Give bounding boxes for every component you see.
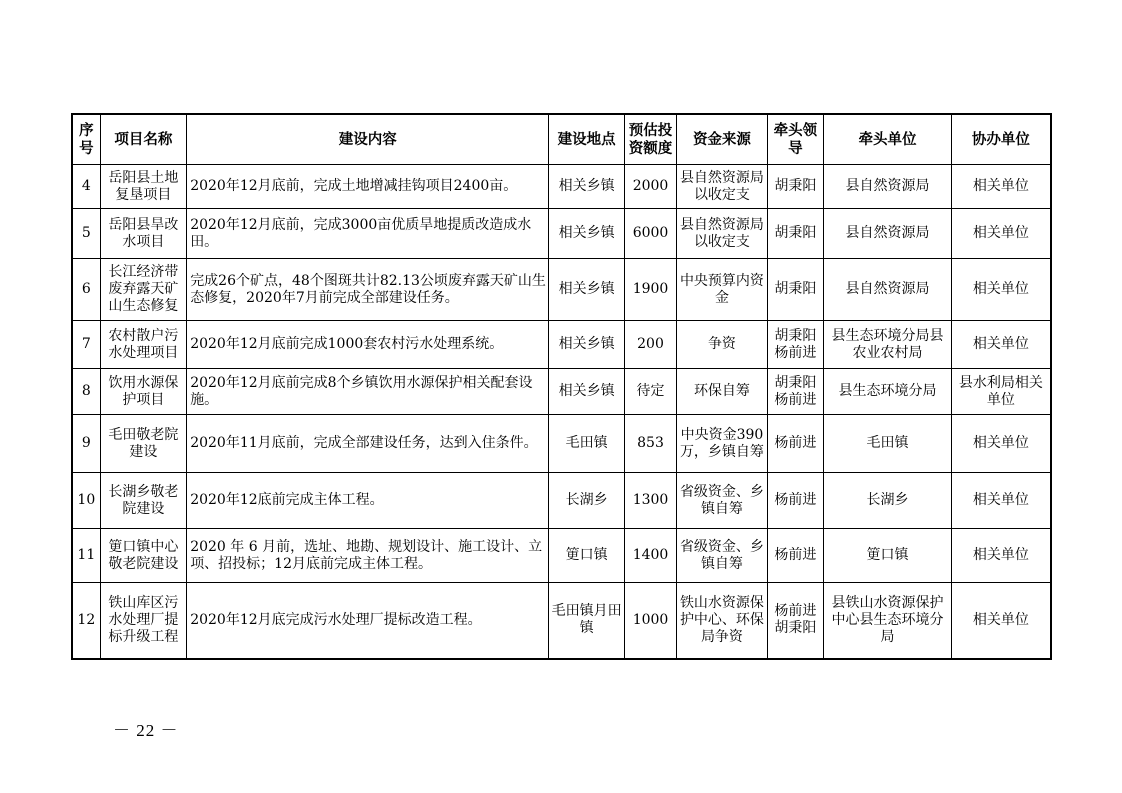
cell-lead-unit: 县生态环境分局: [824, 369, 952, 415]
cell-content: 2020 年 6 月前，选址、地勘、规划设计、施工设计、立项、招投标；12月底前完成主体工程。: [187, 529, 549, 583]
cell-location: 毛田镇: [549, 415, 624, 473]
cell-investment: 853: [624, 415, 676, 473]
cell-name: 农村散户污水处理项目: [100, 321, 187, 369]
cell-leader: 杨前进: [767, 529, 823, 583]
cell-lead-unit: 筻口镇: [824, 529, 952, 583]
cell-assist-unit: 相关单位: [951, 321, 1051, 369]
cell-lead-unit: 县自然资源局: [824, 209, 952, 259]
cell-lead-unit: 县自然资源局: [824, 259, 952, 321]
cell-lead-unit: 长湖乡: [824, 473, 952, 529]
cell-leader: 杨前进: [767, 415, 823, 473]
cell-investment: 1900: [624, 259, 676, 321]
cell-seq: 12: [72, 583, 100, 659]
cell-content: 2020年12月底前完成8个乡镇饮用水源保护相关配套设施。: [187, 369, 549, 415]
cell-assist-unit: 相关单位: [951, 473, 1051, 529]
cell-content: 2020年12月底完成污水处理厂提标改造工程。: [187, 583, 549, 659]
cell-investment: 1000: [624, 583, 676, 659]
cell-name: 长湖乡敬老院建设: [100, 473, 187, 529]
table-row: [72, 529, 1051, 583]
header-funding: 资金来源: [677, 114, 768, 165]
cell-assist-unit: 相关单位: [951, 209, 1051, 259]
cell-seq: 6: [72, 259, 100, 321]
cell-lead-unit: 毛田镇: [824, 415, 952, 473]
cell-location: 相关乡镇: [549, 321, 624, 369]
header-lead-unit: 牵头单位: [824, 114, 952, 165]
cell-assist-unit: 相关单位: [951, 583, 1051, 659]
cell-seq: 4: [72, 165, 100, 209]
header-investment: 预估投资额度: [624, 114, 676, 165]
table-row: [72, 473, 1051, 529]
cell-lead-unit: 县自然资源局: [824, 165, 952, 209]
table-row: [72, 321, 1051, 369]
cell-content: 2020年12月底前完成1000套农村污水处理系统。: [187, 321, 549, 369]
cell-name: 毛田敬老院建设: [100, 415, 187, 473]
cell-name: 长江经济带废弃露天矿山生态修复: [100, 259, 187, 321]
cell-location: 筻口镇: [549, 529, 624, 583]
cell-seq: 10: [72, 473, 100, 529]
table-row: [72, 259, 1051, 321]
cell-assist-unit: 相关单位: [951, 529, 1051, 583]
cell-seq: 5: [72, 209, 100, 259]
cell-assist-unit: 相关单位: [951, 415, 1051, 473]
cell-content: 2020年11月底前，完成全部建设任务，达到入住条件。: [187, 415, 549, 473]
cell-name: 饮用水源保护项目: [100, 369, 187, 415]
cell-location: 长湖乡: [549, 473, 624, 529]
cell-funding: 省级资金、乡镇自筹: [677, 529, 768, 583]
cell-content: 2020年12底前完成主体工程。: [187, 473, 549, 529]
cell-lead-unit: 县生态环境分局县农业农村局: [824, 321, 952, 369]
cell-funding: 争资: [677, 321, 768, 369]
cell-funding: 省级资金、乡镇自筹: [677, 473, 768, 529]
cell-leader: 胡秉阳杨前进: [767, 321, 823, 369]
cell-investment: 1400: [624, 529, 676, 583]
cell-leader: 胡秉阳: [767, 165, 823, 209]
cell-funding: 县自然资源局以收定支: [677, 209, 768, 259]
table-row: [72, 369, 1051, 415]
header-leader: 牵头领导: [767, 114, 823, 165]
header-assist-unit: 协办单位: [951, 114, 1051, 165]
cell-assist-unit: 相关单位: [951, 259, 1051, 321]
cell-assist-unit: 相关单位: [951, 165, 1051, 209]
cell-name: 铁山库区污水处理厂提标升级工程: [100, 583, 187, 659]
cell-investment: 待定: [624, 369, 676, 415]
cell-investment: 2000: [624, 165, 676, 209]
cell-content: 2020年12月底前，完成3000亩优质旱地提质改造成水田。: [187, 209, 549, 259]
cell-seq: 11: [72, 529, 100, 583]
cell-location: 相关乡镇: [549, 259, 624, 321]
cell-location: 相关乡镇: [549, 165, 624, 209]
cell-leader: 胡秉阳杨前进: [767, 369, 823, 415]
header-name: 项目名称: [100, 114, 187, 165]
cell-investment: 1300: [624, 473, 676, 529]
table-row: [72, 415, 1051, 473]
cell-name: 岳阳县旱改水项目: [100, 209, 187, 259]
cell-seq: 9: [72, 415, 100, 473]
cell-location: 毛田镇月田镇: [549, 583, 624, 659]
cell-leader: 杨前进胡秉阳: [767, 583, 823, 659]
header-row: [72, 114, 1051, 165]
cell-leader: 胡秉阳: [767, 209, 823, 259]
cell-location: 相关乡镇: [549, 369, 624, 415]
cell-name: 筻口镇中心敬老院建设: [100, 529, 187, 583]
cell-funding: 县自然资源局以收定支: [677, 165, 768, 209]
cell-funding: 环保自筹: [677, 369, 768, 415]
cell-funding: 中央资金390万，乡镇自筹: [677, 415, 768, 473]
cell-name: 岳阳县土地复垦项目: [100, 165, 187, 209]
cell-seq: 7: [72, 321, 100, 369]
cell-content: 完成26个矿点，48个图斑共计82.13公顷废弃露天矿山生态修复，2020年7月前完成全部建设任务。: [187, 259, 549, 321]
table-row: [72, 165, 1051, 209]
cell-leader: 杨前进: [767, 473, 823, 529]
table-row: [72, 209, 1051, 259]
cell-funding: 中央预算内资金: [677, 259, 768, 321]
header-content: 建设内容: [187, 114, 549, 165]
cell-investment: 6000: [624, 209, 676, 259]
cell-location: 相关乡镇: [549, 209, 624, 259]
cell-lead-unit: 县铁山水资源保护中心县生态环境分局: [824, 583, 952, 659]
cell-seq: 8: [72, 369, 100, 415]
header-seq: 序号: [72, 114, 100, 165]
project-table: [71, 113, 1052, 660]
table-row: [72, 583, 1051, 659]
cell-investment: 200: [624, 321, 676, 369]
cell-assist-unit: 县水利局相关单位: [951, 369, 1051, 415]
cell-funding: 铁山水资源保护中心、环保局争资: [677, 583, 768, 659]
page-number: － 22 －: [113, 721, 179, 740]
cell-content: 2020年12月底前，完成土地增减挂钩项目2400亩。: [187, 165, 549, 209]
header-location: 建设地点: [549, 114, 624, 165]
cell-leader: 胡秉阳: [767, 259, 823, 321]
